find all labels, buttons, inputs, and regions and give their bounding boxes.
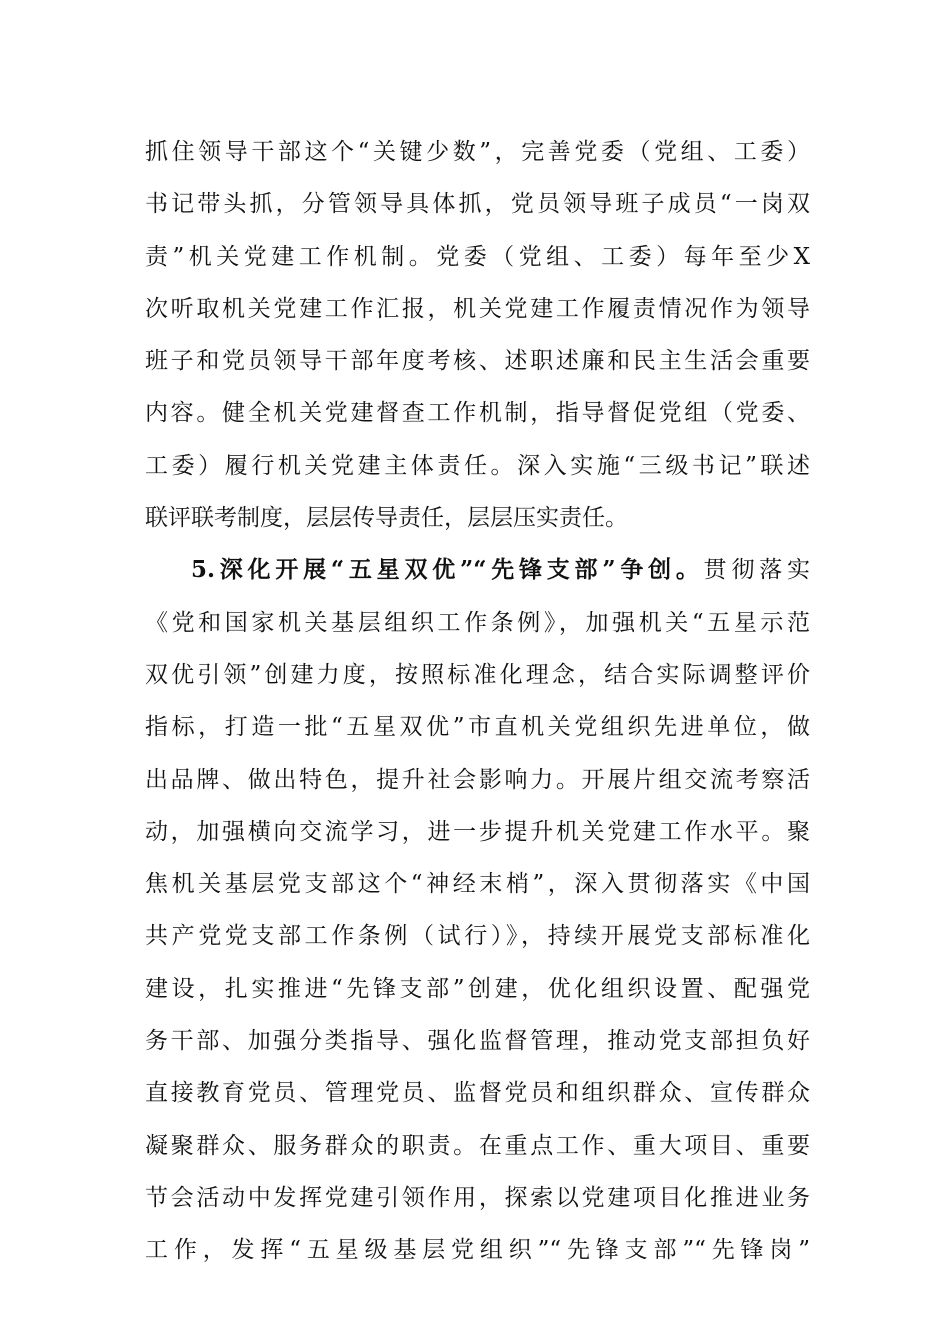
text-line: 抓住领导干部这个“关键少数”，完善党委（党组、工委） (145, 139, 810, 165)
text-line: 动，加强横向交流学习，进一步提升机关党建工作水平。聚 (145, 818, 810, 845)
text-line: 工作，发挥“五星级基层党组织”“先锋支部”“先锋岗” (145, 1237, 810, 1264)
document-body (145, 126, 810, 1277)
section-heading: 5.深化开展“五星双优”“先锋支部”争创。 (191, 556, 704, 584)
text-line: 直接教育党员、管理党员、监督党员和组织群众、宣传群众 (145, 1080, 810, 1107)
text-line: 责”机关党建工作机制。党委（党组、工委）每年至少X (145, 243, 810, 270)
paragraph-first-line (145, 544, 810, 596)
text-line: 《党和国家机关基层组织工作条例》，加强机关“五星示范 (145, 609, 810, 636)
text-line: 指标，打造一批“五星双优”市直机关党组织先进单位，做 (145, 714, 810, 741)
paragraph-2 (145, 544, 810, 1276)
text-line: 务干部、加强分类指导、强化监督管理，推动党支部担负好 (145, 1028, 810, 1055)
text-line: 班子和党员领导干部年度考核、述职述廉和民主生活会重要 (145, 348, 810, 375)
text-line: 节会活动中发挥党建引领作用，探索以党建项目化推进业务 (145, 1184, 810, 1211)
text-line: 出品牌、做出特色，提升社会影响力。开展片组交流考察活 (145, 766, 810, 793)
paragraph-1 (145, 126, 810, 544)
text-line: 焦机关基层党支部这个“神经末梢”，深入贯彻落实《中国 (145, 871, 810, 898)
text-line: 建设，扎实推进“先锋支部”创建，优化组织设置、配强党 (145, 975, 810, 1002)
text-line: 联评联考制度，层层传导责任，层层压实责任。 (145, 505, 628, 532)
text-line: 工委）履行机关党建主体责任。深入实施“三级书记”联述 (145, 452, 810, 479)
text-line: 共产党党支部工作条例（试行）》，持续开展党支部标准化 (145, 923, 810, 950)
text-line: 次听取机关党建工作汇报，机关党建工作履责情况作为领导 (145, 295, 810, 322)
text-line: 内容。健全机关党建督查工作机制，指导督促党组（党委、 (145, 400, 810, 427)
text-line: 双优引领”创建力度，按照标准化理念，结合实际调整评价 (145, 661, 810, 688)
heading-line-continuation: 贯彻落实 (703, 557, 810, 584)
text-line: 书记带头抓，分管领导具体抓，党员领导班子成员“一岗双 (145, 191, 810, 218)
text-line: 凝聚群众、服务群众的职责。在重点工作、重大项目、重要 (145, 1132, 810, 1159)
